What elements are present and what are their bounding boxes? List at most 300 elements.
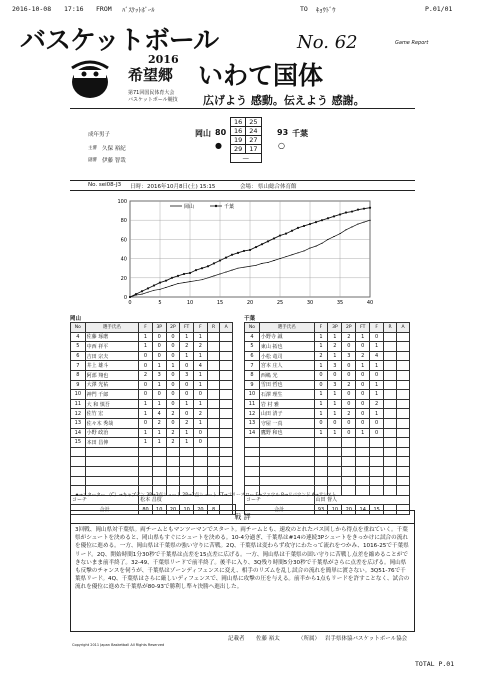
player-cell	[328, 447, 342, 457]
player-cell: 1	[139, 342, 153, 352]
player-cell: 0	[314, 380, 328, 390]
player-cell	[397, 418, 410, 428]
data-point	[279, 234, 281, 236]
team-a-score: 80	[215, 128, 227, 137]
player-cell	[342, 466, 356, 476]
team-b-name: 千葉	[292, 129, 308, 138]
venue-label: 会場：	[240, 184, 257, 190]
player-cell: 0	[356, 370, 370, 380]
player-row	[71, 351, 236, 361]
player-cell: 11	[71, 399, 86, 409]
player-row	[245, 361, 410, 371]
x-tick-label: 0	[128, 300, 132, 306]
player-cell	[220, 380, 233, 390]
player-row	[71, 438, 236, 448]
col-header: F	[139, 323, 153, 333]
x-tick-label: 10	[186, 300, 194, 306]
team-b-result: ○	[278, 141, 285, 150]
data-point	[327, 217, 329, 219]
player-cell	[356, 457, 370, 467]
player-cell: 1	[180, 428, 194, 438]
player-cell: 2	[342, 409, 356, 419]
player-cell	[397, 476, 410, 486]
legend-marker	[215, 205, 217, 207]
player-cell: 0	[152, 390, 166, 400]
player-cell	[384, 370, 397, 380]
player-cell	[342, 486, 356, 496]
player-cell: 0	[139, 361, 153, 371]
player-cell: 4	[245, 332, 260, 342]
header-rule	[70, 108, 415, 109]
total-label: 合計	[71, 505, 139, 515]
player-cell: 1	[194, 418, 208, 428]
player-cell: 3	[328, 361, 342, 371]
player-cell	[207, 342, 220, 352]
x-tick-label: 25	[276, 300, 284, 306]
player-row	[245, 399, 410, 409]
y-tick-label: 20	[120, 275, 127, 282]
player-row	[245, 409, 410, 419]
data-point	[285, 233, 287, 235]
player-cell: 3	[328, 380, 342, 390]
quarter-scores	[230, 117, 262, 163]
player-row	[245, 447, 410, 457]
event-slogan: 広げよう 感動。伝えよう 感謝。	[203, 94, 365, 107]
player-row	[71, 447, 236, 457]
data-point	[231, 254, 233, 256]
player-cell: 阿部 翔也	[85, 370, 139, 380]
player-cell	[207, 466, 220, 476]
q2-b: 24	[246, 127, 261, 136]
player-cell: 0	[356, 418, 370, 428]
player-cell	[152, 466, 166, 476]
team-a-box-score	[70, 322, 236, 515]
player-cell	[342, 438, 356, 448]
col-header: No	[245, 323, 260, 333]
player-cell: 0	[166, 351, 180, 361]
total-label: 合計	[245, 505, 315, 515]
player-cell	[356, 438, 370, 448]
player-cell	[314, 447, 328, 457]
total-cell: 20	[342, 505, 356, 515]
player-row	[245, 332, 410, 342]
player-cell	[397, 409, 410, 419]
player-cell	[342, 476, 356, 486]
player-cell: 0	[139, 390, 153, 400]
player-cell: 0	[180, 409, 194, 419]
col-header: F	[314, 323, 328, 333]
x-tick-label: 5	[158, 300, 162, 306]
data-point	[195, 269, 197, 271]
data-point	[135, 293, 137, 295]
player-cell	[220, 418, 233, 428]
player-cell: 東山 拓也	[259, 342, 314, 352]
coach-label: コーチ	[71, 495, 139, 505]
player-cell: 0	[342, 342, 356, 352]
player-cell	[220, 390, 233, 400]
player-cell	[220, 351, 233, 361]
player-cell	[220, 342, 233, 352]
col-header: 3P	[152, 323, 166, 333]
player-cell	[397, 486, 410, 496]
total-cell: 10	[328, 505, 342, 515]
col-header: 選手氏名	[85, 323, 139, 333]
overtime: —	[231, 154, 262, 163]
venue: 県山総合体育館	[258, 184, 297, 190]
team-b-box-title: 千葉	[244, 316, 256, 322]
player-cell	[384, 438, 397, 448]
player-cell: 0	[314, 370, 328, 380]
writer-label: 記載者	[228, 636, 245, 642]
player-cell: 1	[314, 409, 328, 419]
player-cell: 0	[139, 351, 153, 361]
player-cell	[397, 466, 410, 476]
player-cell: 1	[314, 428, 328, 438]
player-cell	[259, 457, 314, 467]
col-header: 2P	[342, 323, 356, 333]
player-cell: 1	[180, 399, 194, 409]
player-cell: 2	[194, 409, 208, 419]
player-cell: 0	[166, 390, 180, 400]
player-cell: 0	[370, 370, 384, 380]
player-cell: 1	[152, 361, 166, 371]
player-cell	[139, 466, 153, 476]
player-cell: 0	[356, 409, 370, 419]
y-tick-label: 60	[120, 237, 127, 244]
player-cell: 1	[194, 399, 208, 409]
player-cell: 2	[370, 399, 384, 409]
player-cell: 1	[166, 361, 180, 371]
player-row	[71, 476, 236, 486]
player-cell: 0	[356, 390, 370, 400]
player-cell: 1	[328, 351, 342, 361]
player-cell: 0	[328, 370, 342, 380]
player-cell	[71, 476, 86, 486]
event-year: 2016	[148, 53, 179, 66]
player-cell	[384, 418, 397, 428]
data-point	[255, 246, 257, 248]
player-cell	[180, 476, 194, 486]
player-cell: 1	[370, 342, 384, 352]
player-cell: 岩 村 雅	[259, 399, 314, 409]
player-cell: 8	[71, 370, 86, 380]
player-cell	[166, 447, 180, 457]
player-cell: 11	[245, 399, 260, 409]
data-point	[147, 287, 149, 289]
total-cell: 14	[356, 505, 370, 515]
player-cell	[245, 476, 260, 486]
date-label: 日時：	[130, 184, 147, 190]
q4-b: 17	[246, 145, 261, 154]
player-cell: 0	[342, 399, 356, 409]
col-header: FT	[180, 323, 194, 333]
copyright: Copyright 2011 Japan Basketball All Rights Reserved	[72, 643, 165, 647]
player-cell	[370, 457, 384, 467]
umpire-label: 副審	[88, 158, 97, 163]
player-cell: 5	[245, 342, 260, 352]
total-cell: 8	[207, 505, 220, 515]
data-point	[303, 225, 305, 227]
player-cell: 13	[245, 418, 260, 428]
player-cell: 0	[356, 380, 370, 390]
umpire-name: 伊藤 智哉	[102, 158, 126, 164]
q2-a: 16	[231, 127, 246, 136]
player-cell	[356, 486, 370, 496]
referee-name: 久保 裕紀	[102, 146, 126, 152]
player-cell: 0	[370, 332, 384, 342]
player-cell: 佐藤 琢磨	[85, 332, 139, 342]
player-cell	[370, 447, 384, 457]
player-cell: 0	[370, 428, 384, 438]
player-cell	[166, 457, 180, 467]
player-cell	[397, 399, 410, 409]
player-cell	[314, 438, 328, 448]
player-row	[71, 342, 236, 352]
coach-name: 松本 昌枝	[139, 495, 233, 505]
q1-a: 16	[231, 118, 246, 127]
player-cell	[245, 447, 260, 457]
info-rule	[70, 180, 415, 181]
player-cell	[384, 361, 397, 371]
col-header: F	[370, 323, 384, 333]
player-row	[71, 466, 236, 476]
player-cell	[207, 438, 220, 448]
game-review	[70, 510, 415, 632]
player-cell: 0	[314, 418, 328, 428]
player-cell: 0	[194, 438, 208, 448]
player-cell: 2	[166, 428, 180, 438]
player-row	[245, 476, 410, 486]
col-header: A	[397, 323, 410, 333]
total-page: TOTAL P.01	[415, 660, 455, 668]
player-cell: 宮本 庄人	[259, 361, 314, 371]
data-point	[273, 237, 275, 239]
total-cell: 20	[194, 505, 208, 515]
player-cell	[207, 457, 220, 467]
org-label: （所属）	[298, 636, 321, 642]
player-cell: 0	[166, 370, 180, 380]
org-name: 岩手県体協バスケットボール協会	[325, 636, 408, 642]
fax-from-name: ﾊﾞｽｹｯﾄﾎﾞｰﾙ	[122, 6, 155, 14]
player-cell	[370, 486, 384, 496]
info-rule-2	[70, 190, 415, 191]
player-cell	[397, 390, 410, 400]
player-cell: 0	[152, 342, 166, 352]
player-cell	[384, 342, 397, 352]
player-cell	[194, 476, 208, 486]
player-cell	[370, 438, 384, 448]
review-text: 3回戦、岡山県対千葉県。両チームともマンツーマンでスタート。両チームとも、速攻のとれたパス回しから得点を重ねていく。千葉県がシュートを決めると、岡山県もすぐにシュートを決める。10-4分過ぎ、千葉県は#14の連続3Pシュートをきっかけに試合の流れを優位に進める。一方、岡山県は千葉県の強い守りに苦戦。2Q、千葉県は変わらず攻守にわたって流れをつかみ、1016-25で千葉県リード。2Q、開始時間1分30秒で千葉県は点差を15点差に広げる。一方、岡山県は千葉県の固い守りに苦戦し点差を縮めることができないまま前半終了。32-49、千葉県リードで前半終了。後半に入り、3Q残り時間5分30秒で千葉県がさらに点差を広げる。岡山県も反撃のチャンスを伺うが、千葉県はゾーンディフェンスに変え、相手のリズムを乱し試合の流れを簡単に渡さない。3Q51-76で千葉県リード。4Q、千葉県はさらに厳しいディフェンスで、岡山県に攻撃の圧を与える。前半から1点もリードを許すことなく、試合の流れを優位に進めた千葉県が80-93で勝利し準々決勝へ進出した。	[75, 527, 410, 591]
player-cell	[207, 332, 220, 342]
data-point	[201, 267, 203, 269]
player-cell: 小松 竜司	[259, 351, 314, 361]
player-cell	[166, 476, 180, 486]
data-point	[207, 265, 209, 267]
player-cell: 0	[180, 380, 194, 390]
player-cell: 8	[245, 370, 260, 380]
player-cell	[220, 447, 233, 457]
player-cell: 0	[328, 418, 342, 428]
kibo-label: 希望郷	[128, 66, 174, 84]
player-cell	[220, 370, 233, 380]
data-point	[363, 208, 365, 210]
player-cell	[384, 409, 397, 419]
player-cell	[397, 342, 410, 352]
player-cell	[384, 351, 397, 361]
player-row	[245, 351, 410, 361]
player-cell: 0	[342, 361, 356, 371]
player-row	[71, 390, 236, 400]
player-cell	[139, 457, 153, 467]
player-cell	[180, 466, 194, 476]
team-a-box-title: 岡山	[70, 316, 82, 322]
player-row	[71, 361, 236, 371]
player-cell: 1	[139, 428, 153, 438]
player-row	[245, 457, 410, 467]
data-point	[351, 210, 353, 212]
player-cell: 3	[180, 370, 194, 380]
player-cell: 小野寺 誠	[259, 332, 314, 342]
player-cell	[384, 457, 397, 467]
player-cell	[356, 466, 370, 476]
player-cell: 9	[71, 380, 86, 390]
handwritten-number: No. 62	[297, 32, 358, 53]
player-cell	[245, 438, 260, 448]
player-cell: 神門 千郎	[85, 390, 139, 400]
game-date: 2016年10月8日(土) 15:15	[147, 184, 216, 190]
player-cell: 1	[152, 428, 166, 438]
player-cell: 6	[245, 351, 260, 361]
player-cell: 2	[314, 351, 328, 361]
player-cell	[139, 447, 153, 457]
player-cell	[370, 476, 384, 486]
player-cell	[397, 457, 410, 467]
player-cell	[194, 457, 208, 467]
game-report-label: Game Report	[395, 40, 429, 46]
legend-label: 岡山	[184, 204, 195, 210]
x-tick-label: 40	[366, 300, 374, 306]
player-cell	[220, 361, 233, 371]
player-row	[71, 380, 236, 390]
player-cell: 1	[370, 380, 384, 390]
player-cell: 10	[71, 390, 86, 400]
data-point	[339, 213, 341, 215]
player-cell	[259, 438, 314, 448]
data-point	[225, 257, 227, 259]
player-cell	[207, 361, 220, 371]
player-cell	[139, 476, 153, 486]
col-header: R	[384, 323, 397, 333]
player-cell: 佐々木 秀哉	[85, 418, 139, 428]
player-cell: 1	[180, 438, 194, 448]
writer-name: 佐藤 裕太	[256, 636, 280, 642]
data-point	[189, 272, 191, 274]
player-cell: 2	[342, 380, 356, 390]
player-cell: 13	[71, 418, 86, 428]
player-cell: 1	[328, 428, 342, 438]
data-point	[219, 259, 221, 261]
player-cell: 9	[245, 380, 260, 390]
player-cell: 2	[194, 342, 208, 352]
player-cell	[328, 457, 342, 467]
col-header: No	[71, 323, 86, 333]
player-cell	[220, 476, 233, 486]
player-cell	[342, 447, 356, 457]
player-cell: 0	[166, 418, 180, 428]
player-row	[71, 457, 236, 467]
player-cell: 0	[342, 370, 356, 380]
player-cell	[397, 447, 410, 457]
player-cell: 1	[194, 380, 208, 390]
event-sub-2: バスケットボール競技	[128, 97, 178, 103]
coach-name: 山田 督人	[314, 495, 410, 505]
player-cell: 3	[342, 351, 356, 361]
player-cell	[397, 332, 410, 342]
player-cell: 3	[152, 370, 166, 380]
y-tick-label: 40	[120, 256, 127, 263]
player-cell	[397, 438, 410, 448]
player-cell: 0	[342, 390, 356, 400]
team-b-score: 93	[277, 128, 289, 137]
data-point	[261, 243, 263, 245]
player-cell	[85, 457, 139, 467]
player-cell: 鷹野 和也	[259, 428, 314, 438]
player-cell	[207, 409, 220, 419]
player-cell: 0	[166, 342, 180, 352]
x-tick-label: 35	[336, 300, 344, 306]
player-cell	[207, 428, 220, 438]
player-cell	[397, 370, 410, 380]
player-cell: 1	[328, 390, 342, 400]
data-point	[165, 280, 167, 282]
player-cell	[71, 466, 86, 476]
player-cell: 1	[152, 438, 166, 448]
player-cell: 山田 清子	[259, 409, 314, 419]
y-tick-label: 80	[120, 218, 127, 225]
player-cell	[207, 447, 220, 457]
player-cell	[180, 457, 194, 467]
player-cell: 2	[166, 409, 180, 419]
player-cell: 2	[180, 418, 194, 428]
player-row	[245, 342, 410, 352]
player-cell	[328, 438, 342, 448]
player-cell	[220, 399, 233, 409]
player-cell	[314, 457, 328, 467]
player-cell	[328, 466, 342, 476]
player-cell: 1	[152, 380, 166, 390]
player-cell	[220, 332, 233, 342]
player-cell: 1	[152, 399, 166, 409]
player-cell	[384, 390, 397, 400]
player-cell	[384, 476, 397, 486]
data-point	[237, 252, 239, 254]
player-cell	[259, 476, 314, 486]
player-cell: 1	[328, 409, 342, 419]
review-title: 戦 評	[71, 511, 414, 524]
x-tick-label: 20	[246, 300, 254, 306]
player-cell: 1	[194, 370, 208, 380]
player-cell: 佐竹 宏	[85, 409, 139, 419]
player-cell	[259, 447, 314, 457]
player-cell: 1	[356, 361, 370, 371]
total-cell: 10	[180, 505, 194, 515]
player-cell: 0	[342, 418, 356, 428]
total-cell: 15	[370, 505, 384, 515]
data-point	[129, 296, 131, 298]
player-cell: 石澤 理生	[259, 390, 314, 400]
data-point	[291, 230, 293, 232]
player-cell	[384, 466, 397, 476]
